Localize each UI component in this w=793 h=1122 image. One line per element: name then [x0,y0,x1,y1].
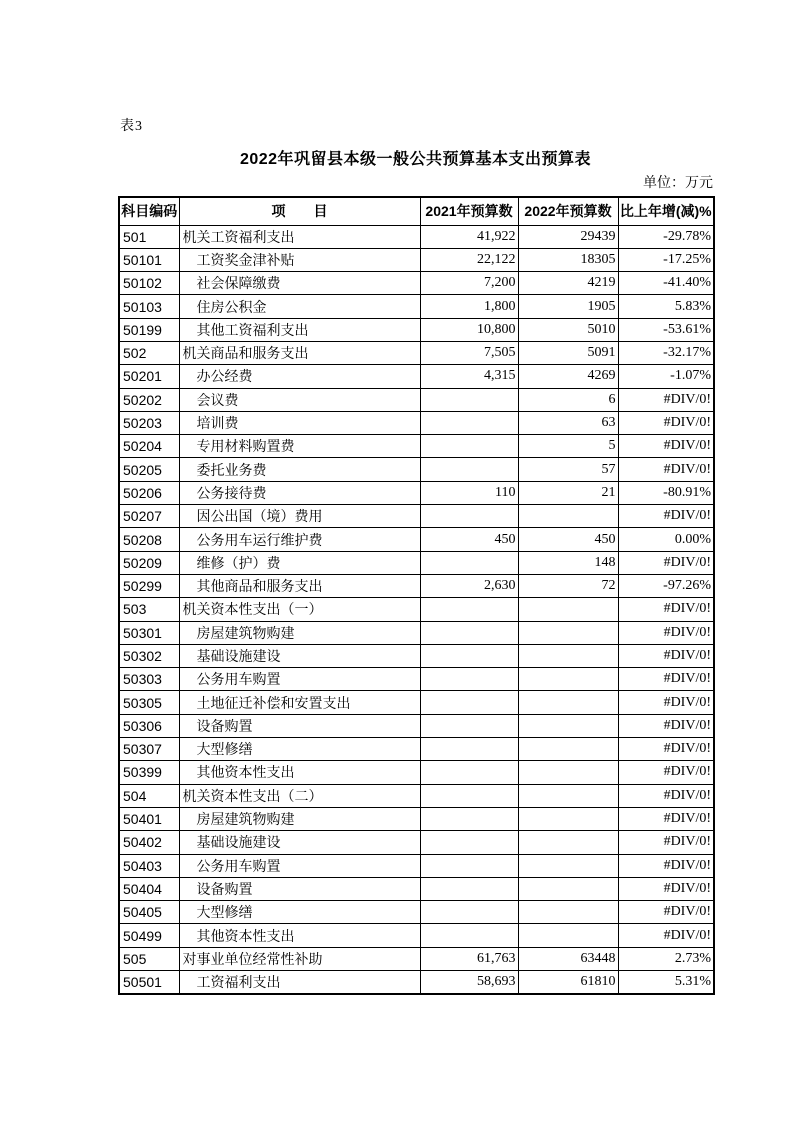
cell-budget-2021 [420,598,518,621]
cell-change: #DIV/0! [618,924,714,947]
cell-budget-2022 [518,668,618,691]
table-row [119,854,714,877]
table-row [119,901,714,924]
cell-item: 工资福利支出 [179,971,420,994]
cell-budget-2022 [518,761,618,784]
table-row [119,295,714,318]
cell-change: #DIV/0! [618,435,714,458]
cell-change: -80.91% [618,481,714,504]
cell-budget-2022: 72 [518,574,618,597]
table-row [119,505,714,528]
cell-code: 50209 [119,551,179,574]
cell-change: #DIV/0! [618,668,714,691]
cell-change: #DIV/0! [618,598,714,621]
cell-budget-2021 [420,714,518,737]
cell-budget-2021 [420,901,518,924]
table-row [119,481,714,504]
cell-budget-2021 [420,924,518,947]
table-row [119,435,714,458]
cell-change: #DIV/0! [618,761,714,784]
cell-budget-2022 [518,831,618,854]
cell-change: 5.31% [618,971,714,994]
cell-budget-2021 [420,831,518,854]
cell-change: #DIV/0! [618,644,714,667]
cell-budget-2022: 5010 [518,318,618,341]
cell-budget-2022 [518,621,618,644]
cell-budget-2022 [518,854,618,877]
cell-code: 501 [119,225,179,248]
cell-code: 50302 [119,644,179,667]
cell-code: 50305 [119,691,179,714]
cell-budget-2022 [518,901,618,924]
cell-code: 50402 [119,831,179,854]
cell-change: #DIV/0! [618,831,714,854]
cell-code: 50499 [119,924,179,947]
cell-change: -97.26% [618,574,714,597]
cell-change: #DIV/0! [618,784,714,807]
table-row [119,831,714,854]
cell-change: #DIV/0! [618,505,714,528]
cell-change: 0.00% [618,528,714,551]
table-row [119,225,714,248]
cell-item: 土地征迁补偿和安置支出 [179,691,420,714]
table-row [119,388,714,411]
cell-code: 50205 [119,458,179,481]
table-number-label: 表3 [120,119,143,134]
cell-budget-2022: 4219 [518,272,618,295]
column-header-budget-2022: 2022年预算数 [518,197,618,225]
table-row [119,365,714,388]
table-row [119,947,714,970]
cell-budget-2021: 22,122 [420,248,518,271]
table-row [119,248,714,271]
cell-budget-2021 [420,761,518,784]
cell-code: 50399 [119,761,179,784]
table-row [119,272,714,295]
cell-budget-2022 [518,644,618,667]
cell-change: 2.73% [618,947,714,970]
cell-item: 机关资本性支出（一） [179,598,420,621]
cell-budget-2022: 4269 [518,365,618,388]
cell-budget-2022: 63448 [518,947,618,970]
cell-budget-2022 [518,505,618,528]
cell-budget-2022 [518,877,618,900]
cell-budget-2022: 18305 [518,248,618,271]
cell-budget-2022 [518,924,618,947]
cell-code: 50201 [119,365,179,388]
cell-code: 50303 [119,668,179,691]
cell-budget-2021 [420,505,518,528]
table-row [119,551,714,574]
cell-item: 培训费 [179,411,420,434]
cell-change: #DIV/0! [618,691,714,714]
table-row [119,528,714,551]
table-row [119,458,714,481]
cell-code: 50206 [119,481,179,504]
cell-change: -29.78% [618,225,714,248]
cell-item: 住房公积金 [179,295,420,318]
budget-table [118,196,715,995]
table-row [119,644,714,667]
cell-code: 50101 [119,248,179,271]
table-row [119,574,714,597]
cell-code: 503 [119,598,179,621]
cell-item: 设备购置 [179,714,420,737]
cell-budget-2022: 57 [518,458,618,481]
cell-code: 50405 [119,901,179,924]
cell-item: 对事业单位经常性补助 [179,947,420,970]
cell-code: 50403 [119,854,179,877]
table-row [119,807,714,830]
cell-code: 50202 [119,388,179,411]
column-header-code: 科目编码 [119,197,179,225]
cell-item: 基础设施建设 [179,831,420,854]
cell-budget-2022: 63 [518,411,618,434]
budget-table-header [119,197,714,225]
cell-code: 50501 [119,971,179,994]
cell-code: 50102 [119,272,179,295]
cell-budget-2021: 1,800 [420,295,518,318]
cell-item: 大型修缮 [179,901,420,924]
cell-change: 5.83% [618,295,714,318]
cell-item: 公务接待费 [179,481,420,504]
table-row [119,738,714,761]
cell-budget-2021 [420,877,518,900]
cell-change: #DIV/0! [618,901,714,924]
cell-code: 50208 [119,528,179,551]
cell-code: 50103 [119,295,179,318]
cell-budget-2022 [518,691,618,714]
cell-budget-2021: 58,693 [420,971,518,994]
cell-budget-2021 [420,807,518,830]
table-row [119,318,714,341]
cell-budget-2022: 5091 [518,341,618,364]
cell-change: #DIV/0! [618,807,714,830]
budget-table-body [119,225,714,994]
table-row [119,877,714,900]
cell-budget-2021: 2,630 [420,574,518,597]
cell-code: 50307 [119,738,179,761]
cell-budget-2022: 61810 [518,971,618,994]
cell-budget-2022: 5 [518,435,618,458]
cell-budget-2022: 148 [518,551,618,574]
column-header-change: 比上年增(减)% [618,197,714,225]
cell-change: -17.25% [618,248,714,271]
cell-code: 50199 [119,318,179,341]
cell-code: 50299 [119,574,179,597]
cell-item: 其他商品和服务支出 [179,574,420,597]
table-row [119,761,714,784]
cell-code: 502 [119,341,179,364]
cell-budget-2021 [420,551,518,574]
table-row [119,341,714,364]
cell-change: -41.40% [618,272,714,295]
cell-budget-2021: 7,505 [420,341,518,364]
cell-item: 大型修缮 [179,738,420,761]
cell-item: 房屋建筑物购建 [179,621,420,644]
cell-change: #DIV/0! [618,388,714,411]
cell-code: 505 [119,947,179,970]
cell-change: -53.61% [618,318,714,341]
unit-label: 单位：万元 [643,176,713,191]
table-row [119,411,714,434]
cell-budget-2022 [518,807,618,830]
table-row [119,714,714,737]
table-row [119,621,714,644]
cell-budget-2021 [420,411,518,434]
table-row [119,691,714,714]
column-header-item: 项 目 [179,197,420,225]
cell-change: #DIV/0! [618,621,714,644]
cell-budget-2021 [420,854,518,877]
table-row [119,924,714,947]
cell-change: -32.17% [618,341,714,364]
cell-budget-2021: 7,200 [420,272,518,295]
cell-budget-2021: 61,763 [420,947,518,970]
cell-budget-2022 [518,738,618,761]
cell-code: 50404 [119,877,179,900]
cell-change: -1.07% [618,365,714,388]
cell-change: #DIV/0! [618,714,714,737]
cell-budget-2021 [420,388,518,411]
page-title: 2022年巩留县本级一般公共预算基本支出预算表 [239,151,592,168]
cell-change: #DIV/0! [618,738,714,761]
cell-budget-2021 [420,691,518,714]
cell-budget-2022: 6 [518,388,618,411]
cell-budget-2021 [420,738,518,761]
cell-budget-2022 [518,598,618,621]
cell-budget-2022: 29439 [518,225,618,248]
cell-budget-2021: 10,800 [420,318,518,341]
table-row [119,598,714,621]
cell-budget-2021 [420,784,518,807]
cell-item: 房屋建筑物购建 [179,807,420,830]
cell-item: 其他工资福利支出 [179,318,420,341]
table-row [119,668,714,691]
cell-item: 公务用车运行维护费 [179,528,420,551]
cell-code: 50301 [119,621,179,644]
cell-budget-2021: 41,922 [420,225,518,248]
cell-budget-2022: 450 [518,528,618,551]
cell-budget-2021 [420,644,518,667]
cell-budget-2022: 21 [518,481,618,504]
cell-code: 50401 [119,807,179,830]
cell-code: 50306 [119,714,179,737]
cell-item: 基础设施建设 [179,644,420,667]
table-row [119,971,714,994]
cell-change: #DIV/0! [618,854,714,877]
cell-item: 设备购置 [179,877,420,900]
cell-budget-2022 [518,714,618,737]
cell-code: 504 [119,784,179,807]
cell-budget-2021: 450 [420,528,518,551]
cell-item: 工资奖金津补贴 [179,248,420,271]
cell-change: #DIV/0! [618,551,714,574]
table-row [119,784,714,807]
cell-item: 公务用车购置 [179,854,420,877]
cell-budget-2021 [420,435,518,458]
cell-change: #DIV/0! [618,458,714,481]
cell-item: 维修（护）费 [179,551,420,574]
cell-code: 50207 [119,505,179,528]
cell-item: 其他资本性支出 [179,761,420,784]
cell-budget-2021: 110 [420,481,518,504]
cell-budget-2022 [518,784,618,807]
cell-item: 社会保障缴费 [179,272,420,295]
cell-change: #DIV/0! [618,877,714,900]
cell-budget-2021 [420,668,518,691]
cell-item: 因公出国（境）费用 [179,505,420,528]
cell-budget-2021: 4,315 [420,365,518,388]
cell-budget-2021 [420,621,518,644]
cell-item: 会议费 [179,388,420,411]
cell-change: #DIV/0! [618,411,714,434]
cell-item: 机关工资福利支出 [179,225,420,248]
cell-item: 委托业务费 [179,458,420,481]
cell-budget-2021 [420,458,518,481]
cell-code: 50204 [119,435,179,458]
cell-item: 机关资本性支出（二） [179,784,420,807]
cell-code: 50203 [119,411,179,434]
cell-item: 公务用车购置 [179,668,420,691]
header-row [119,197,714,225]
cell-budget-2022: 1905 [518,295,618,318]
cell-item: 专用材料购置费 [179,435,420,458]
cell-item: 办公经费 [179,365,420,388]
cell-item: 机关商品和服务支出 [179,341,420,364]
column-header-budget-2021: 2021年预算数 [420,197,518,225]
cell-item: 其他资本性支出 [179,924,420,947]
